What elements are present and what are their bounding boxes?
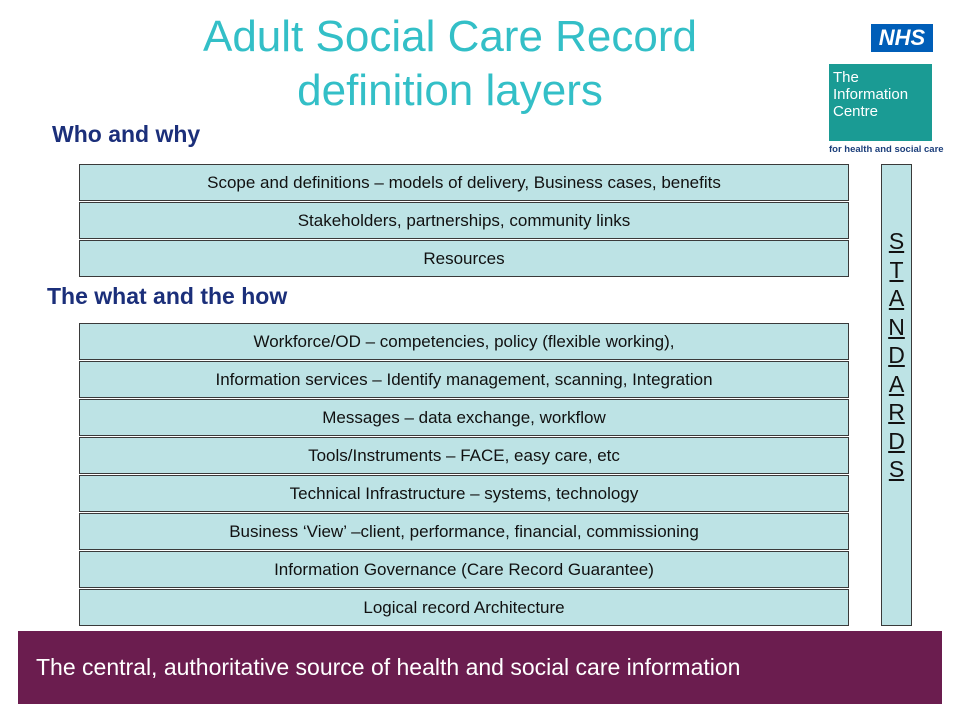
layer-tools-instruments: Tools/Instruments – FACE, easy care, etc <box>79 437 849 474</box>
layer-information-services: Information services – Identify management, scanning, Integration <box>79 361 849 398</box>
standards-letter: A <box>888 285 905 311</box>
slide-title <box>120 10 780 118</box>
heading-what-and-how: The what and the how <box>47 283 288 309</box>
ic-logo-line2: Information <box>833 86 909 103</box>
ic-logo-line1: The <box>833 69 859 86</box>
layer-business-view: Business ‘View’ –client, performance, financial, commissioning <box>79 513 849 550</box>
standards-letter: S <box>888 456 905 482</box>
footer-text: The central, authoritative source of health and social care information <box>36 654 741 680</box>
layer-scope-and-definitions: Scope and definitions – models of delivery, Business cases, benefits <box>79 164 849 201</box>
standards-bar <box>881 164 912 626</box>
slide-title-line2: definition layers <box>297 66 603 115</box>
footer-banner <box>18 631 942 704</box>
ic-logo-tagline: for health and social care <box>829 144 944 155</box>
standards-letter: R <box>888 399 905 425</box>
standards-letter: T <box>889 256 904 283</box>
information-centre-logo <box>829 64 932 141</box>
standards-letters <box>882 227 911 484</box>
standards-letter: A <box>888 370 905 397</box>
standards-letter: N <box>888 313 905 340</box>
heading-who-and-why: Who and why <box>52 121 201 147</box>
layer-information-governance: Information Governance (Care Record Guarantee) <box>79 551 849 588</box>
slide-title-line1: Adult Social Care Record <box>202 12 697 61</box>
standards-letter: D <box>888 427 905 454</box>
ic-logo-line3: Centre <box>833 103 879 120</box>
layer-stakeholders: Stakeholders, partnerships, community links <box>79 202 849 239</box>
standards-letter: S <box>888 228 905 254</box>
layer-messages: Messages – data exchange, workflow <box>79 399 849 436</box>
layer-workforce-od: Workforce/OD – competencies, policy (flexible working), <box>79 323 849 360</box>
layer-resources: Resources <box>79 240 849 277</box>
layer-logical-record-architecture: Logical record Architecture <box>79 589 849 626</box>
nhs-logo: NHS <box>871 24 933 52</box>
standards-letter: D <box>888 342 905 368</box>
layer-technical-infrastructure: Technical Infrastructure – systems, technology <box>79 475 849 512</box>
